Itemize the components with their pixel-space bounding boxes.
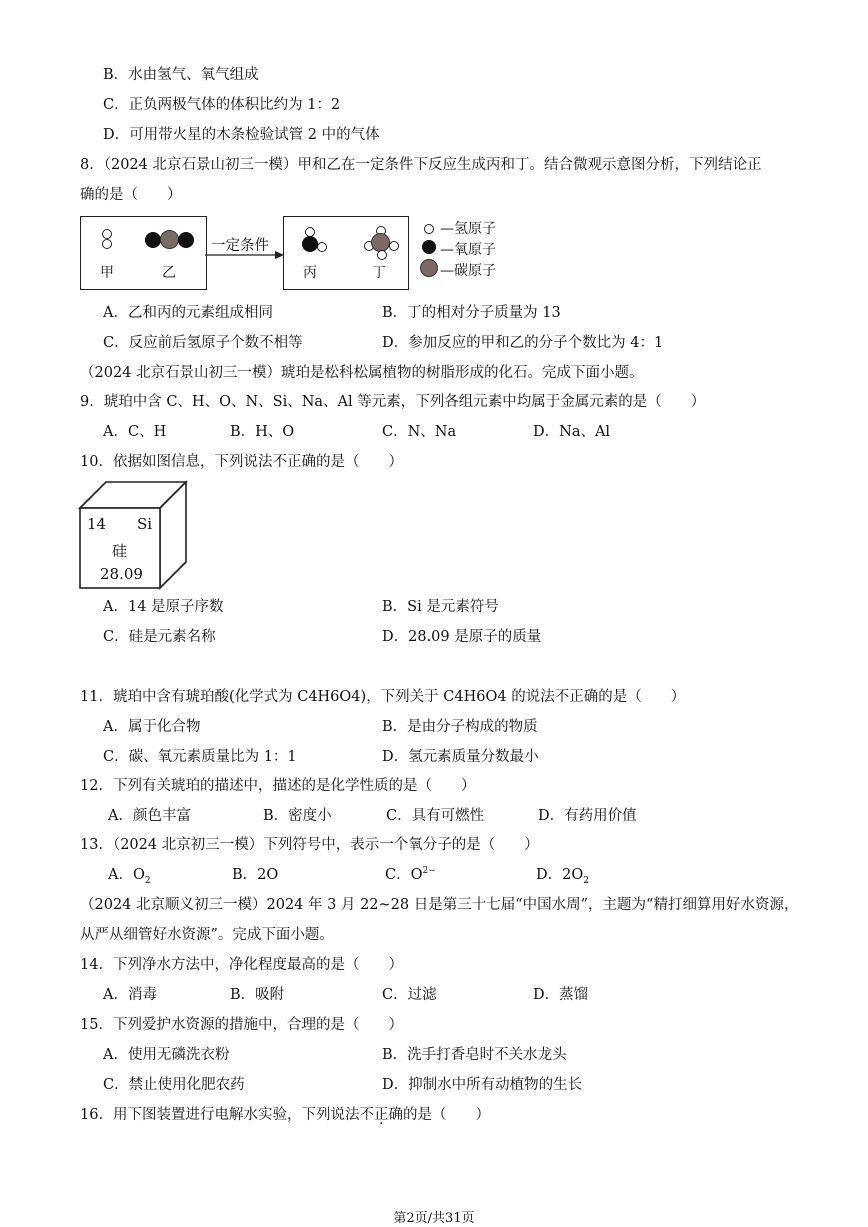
arrow-condition: 一定条件 [211, 238, 269, 254]
q11-stem: 11．琥珀中含有琥珀酸(化学式为 C4H6O4)，下列关于 C4H6O4 的说法不正确的是（ ） [80, 689, 686, 705]
q9-option-b: B．H、O [230, 424, 295, 440]
hydrogen-atom [102, 229, 112, 239]
q12-option-c: C．具有可燃性 [386, 808, 485, 824]
oxygen-atom [178, 232, 194, 248]
q12-option-d: D．有药用价值 [538, 808, 637, 824]
q14-stem: 14．下列净水方法中，净化程度最高的是（ ） [80, 957, 403, 973]
legend-carbon-icon [420, 259, 438, 277]
legend-oxygen-icon [422, 240, 436, 254]
q13-option-b: B．2O [232, 867, 279, 883]
q7-option-d: D．可用带火星的木条检验试管 2 中的气体 [103, 127, 380, 143]
q9-option-d: D．Na、Al [533, 424, 611, 440]
water-intro-line2: 从严从细管好水资源”。完成下面小题。 [80, 927, 334, 943]
q16-stem: 16．用下图装置进行电解水实验，下列说法不正确的是（ ） [80, 1107, 490, 1123]
cube-element-name: 硅 [112, 542, 128, 560]
label-ding: 丁 [372, 265, 386, 281]
carbon-atom [160, 230, 179, 249]
q10-stem: 10．依据如图信息，下列说法不正确的是（ ） [80, 454, 403, 470]
q15-option-b: B．洗手打香皂时不关水龙头 [382, 1047, 567, 1063]
q11-option-c: C．碳、氧元素质量比为 1：1 [103, 749, 297, 765]
q14-option-c: C．过滤 [382, 987, 437, 1003]
q14-option-d: D．蒸馏 [533, 987, 589, 1003]
q8-option-b: B．丁的相对分子质量为 13 [382, 305, 561, 321]
q13-stem: 13．（2024 北京初三一模）下列符号中，表示一个氧分子的是（ ） [80, 837, 539, 853]
hydrogen-atom [377, 250, 387, 260]
q9-option-c: C．N、Na [382, 424, 457, 440]
q13-option-d: D．$2O_2$ [536, 867, 589, 886]
oxygen-atom [302, 236, 318, 252]
q10-option-a: A．14 是原子序数 [103, 599, 224, 615]
legend-carbon: —碳原子 [440, 263, 496, 279]
q9-option-a: A．C、H [103, 424, 167, 440]
q16-emphasis: 不正确 [359, 1107, 403, 1123]
q14-option-a: A．消毒 [103, 987, 157, 1003]
q12-option-b: B．密度小 [263, 808, 332, 824]
water-intro-line1: （2024 北京顺义初三一模）2024 年 3 月 22~28 日是第三十七届“中国水周”，主题为“精打细算用好水资源， [80, 897, 799, 913]
q9-stem: 9．琥珀中含 C、H、O、N、Si、Na、Al 等元素，下列各组元素中均属于金属元素的是（ ） [80, 394, 706, 410]
q8-stem-line2: 确的是（ ） [80, 187, 182, 203]
q8-stem-line1: 8．（2024 北京石景山初三一模）甲和乙在一定条件下反应生成丙和丁。结合微观示意图分析，下列结论正 [80, 157, 762, 173]
q15-stem: 15．下列爱护水资源的措施中，合理的是（ ） [80, 1017, 403, 1033]
q11-option-a: A．属于化合物 [103, 719, 201, 735]
q7-option-b: B．水由氢气、氧气组成 [103, 67, 259, 83]
reaction-arrow-icon [205, 250, 285, 260]
amber-intro: （2024 北京石景山初三一模）琥珀是松科松属植物的树脂形成的化石。完成下面小题。 [80, 365, 644, 381]
page-footer: 第2页/共31页 [393, 1211, 475, 1226]
products-box [283, 216, 409, 290]
hydrogen-atom [317, 242, 327, 252]
label-jia: 甲 [100, 265, 114, 281]
q8-option-d: D．参加反应的甲和乙的分子个数比为 4：1 [382, 335, 664, 351]
hydrogen-atom [102, 239, 112, 249]
q10-option-d: D．28.09 是原子的质量 [382, 629, 542, 645]
q8-option-c: C．反应前后氢原子个数不相等 [103, 335, 303, 351]
legend-hydrogen-icon [424, 224, 434, 234]
q11-option-b: B．是由分子构成的物质 [382, 719, 538, 735]
q15-option-a: A．使用无磷洗衣粉 [103, 1047, 230, 1063]
cube-symbol: Si [137, 515, 153, 533]
q15-option-d: D．抑制水中所有动植物的生长 [382, 1077, 583, 1093]
oxygen-atom [145, 232, 161, 248]
cube-atomic-number: 14 [87, 515, 107, 533]
q11-option-d: D．氢元素质量分数最小 [382, 749, 539, 765]
q12-option-a: A．颜色丰富 [108, 808, 191, 824]
q10-option-c: C．硅是元素名称 [103, 629, 216, 645]
q7-option-c: C．正负两极气体的体积比约为 1：2 [103, 97, 341, 113]
label-bing: 丙 [303, 265, 317, 281]
cube-atomic-mass: 28.09 [100, 565, 143, 583]
q13-option-a: A．$O_2$ [108, 867, 151, 886]
label-yi: 乙 [162, 265, 176, 281]
q8-option-a: A．乙和丙的元素组成相同 [103, 305, 273, 321]
q15-option-c: C．禁止使用化肥农药 [103, 1077, 245, 1093]
q14-option-b: B．吸附 [230, 987, 285, 1003]
q10-option-b: B．Si 是元素符号 [382, 599, 499, 615]
legend-hydrogen: —氢原子 [440, 221, 496, 237]
q12-stem: 12．下列有关琥珀的描述中，描述的是化学性质的是（ ） [80, 778, 476, 794]
legend-oxygen: —氧原子 [440, 242, 496, 258]
q13-option-c: C．$O^{2-}$ [385, 866, 436, 883]
hydrogen-atom [389, 241, 399, 251]
